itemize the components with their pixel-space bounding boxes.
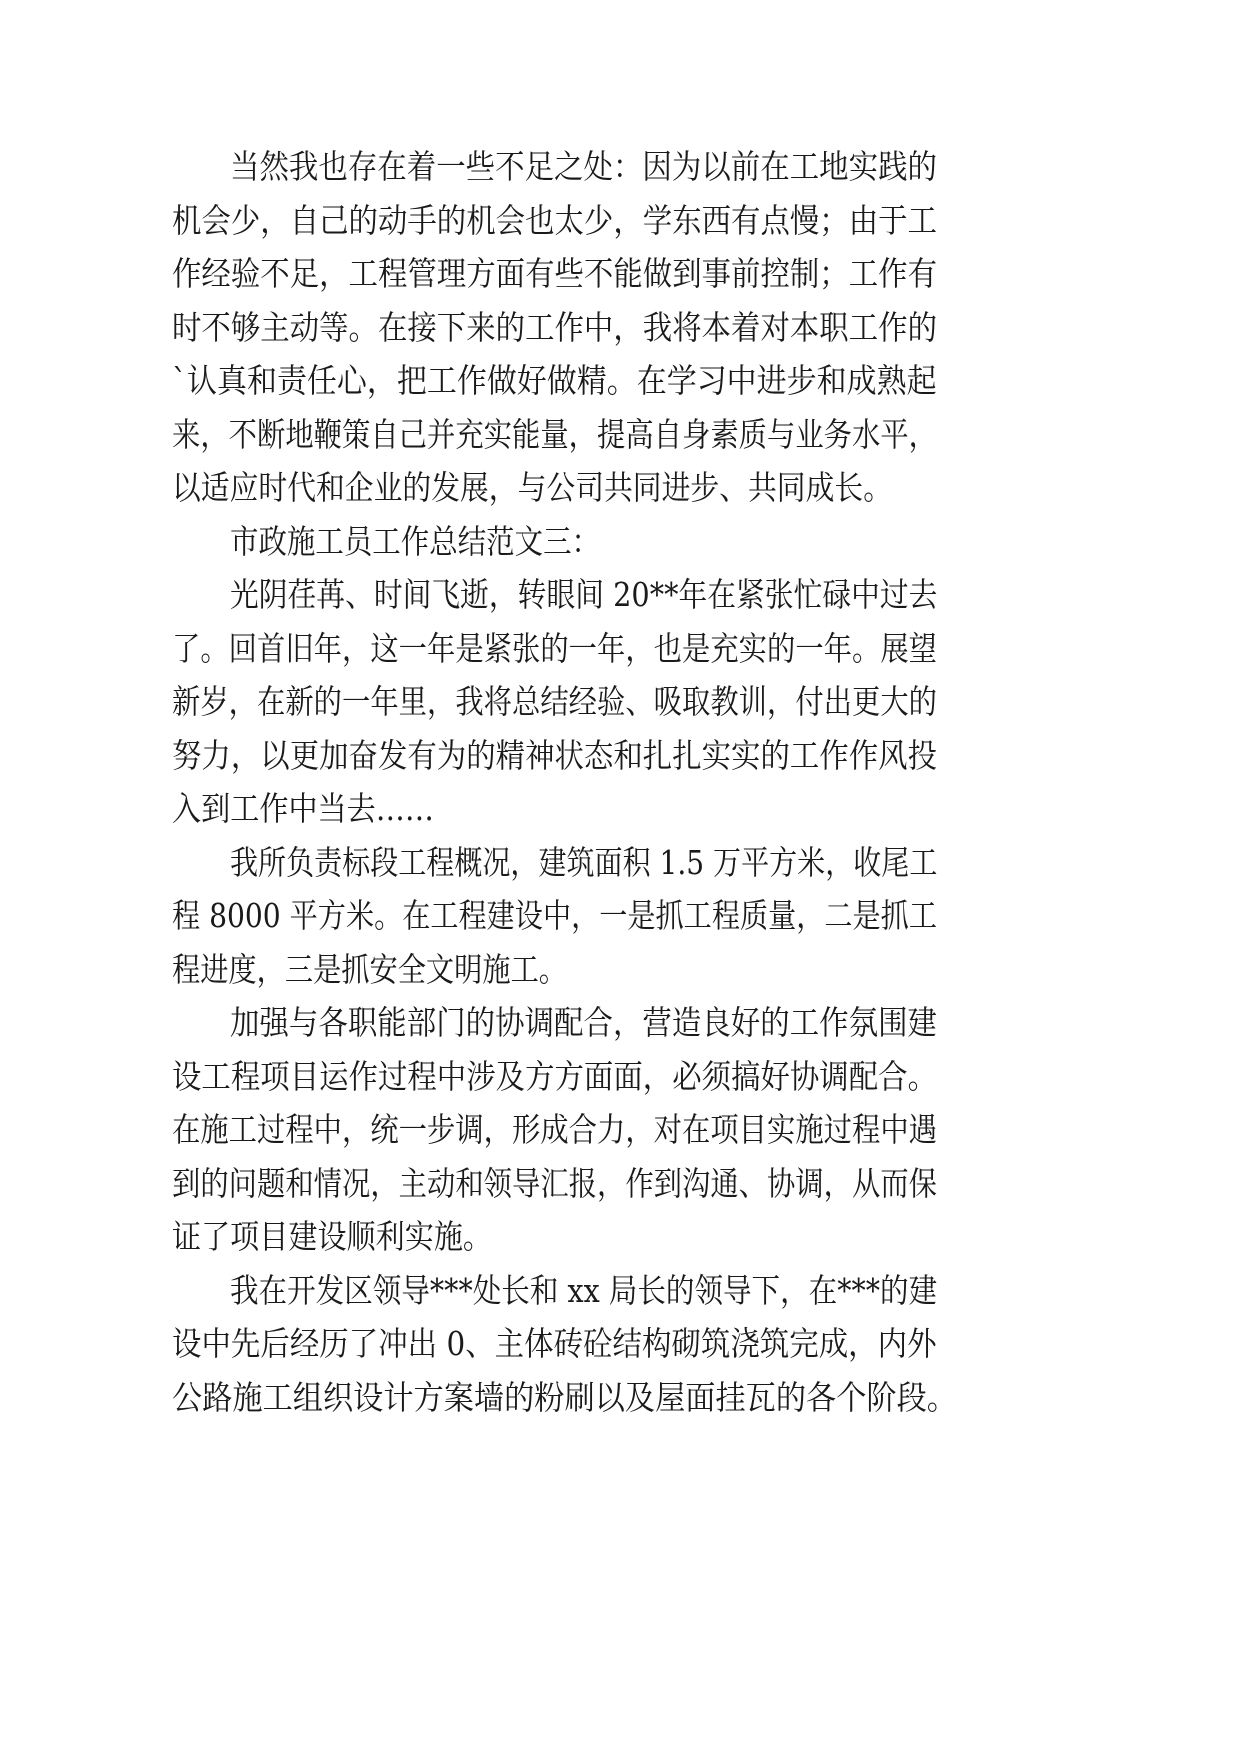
paragraph-line: 来，不断地鞭策自己并充实能量，提高自身素质与业务水平， [172,415,937,454]
paragraph-line: 光阴荏苒、时间飞逝，转眼间 20**年在紧张忙碌中过去 [230,575,938,614]
paragraph-line: 程进度，三是抓安全文明施工。 [172,950,567,989]
paragraph-line: 时不够主动等。在接下来的工作中，我将本着对本职工作的 [172,308,937,347]
section-heading: 市政施工员工作总结范文三： [230,522,600,561]
paragraph-line: 入到工作中当去…… [172,789,434,828]
paragraph-line: 设中先后经历了冲出 0、主体砖砼结构砌筑浇筑完成，内外 [172,1324,937,1363]
paragraph-line: `认真和责任心，把工作做好做精。在学习中进步和成熟起 [172,361,937,400]
paragraph-line: 公路施工组织设计方案墙的粉刷以及屋面挂瓦的各个阶段。 [172,1378,957,1417]
paragraph-line: 努力，以更加奋发有为的精神状态和扎扎实实的工作作风投 [172,736,937,775]
paragraph-line: 到的问题和情况，主动和领导汇报，作到沟通、协调，从而保 [172,1164,937,1203]
paragraph-line: 作经验不足，工程管理方面有些不能做到事前控制；工作有 [172,254,937,293]
paragraph-line: 了。回首旧年，这一年是紧张的一年，也是充实的一年。展望 [172,629,937,668]
paragraph-line: 我所负责标段工程概况，建筑面积 1.5 万平方米，收尾工 [230,843,938,882]
paragraph-line: 新岁，在新的一年里，我将总结经验、吸取教训，付出更大的 [172,682,937,721]
paragraph-line: 设工程项目运作过程中涉及方方面面，必须搞好协调配合。 [172,1057,937,1096]
paragraph-line: 以适应时代和企业的发展，与公司共同进步、共同成长。 [172,468,892,507]
paragraph-line: 在施工过程中，统一步调，形成合力，对在项目实施过程中遇 [172,1110,937,1149]
paragraph-line: 机会少，自己的动手的机会也太少，学东西有点慢；由于工 [172,201,937,240]
paragraph-line: 证了项目建设顺利实施。 [172,1217,492,1256]
paragraph-line: 加强与各职能部门的协调配合，营造良好的工作氛围建 [230,1003,937,1042]
paragraph-line: 程 8000 平方米。在工程建设中，一是抓工程质量，二是抓工 [172,896,937,935]
paragraph-line: 当然我也存在着一些不足之处：因为以前在工地实践的 [230,147,937,186]
paragraph-line: 我在开发区领导***处长和 xx 局长的领导下，在***的建 [230,1271,938,1310]
